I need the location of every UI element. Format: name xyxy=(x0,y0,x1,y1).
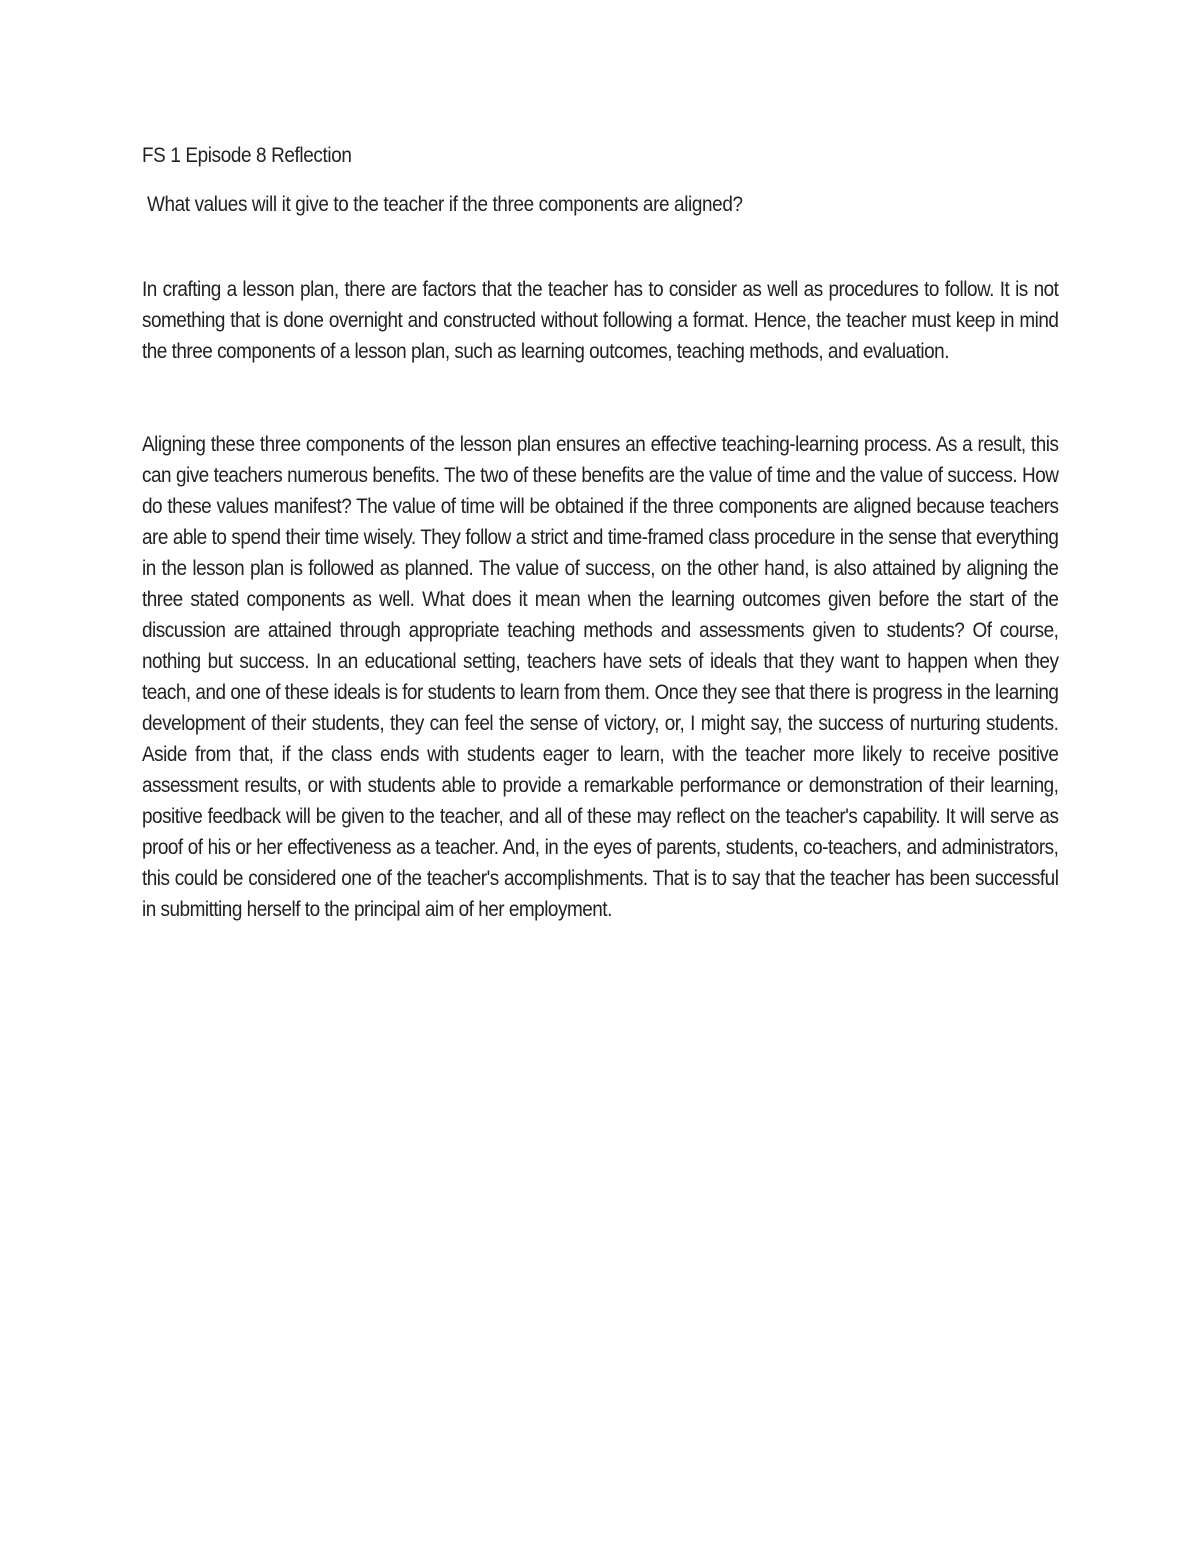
paragraph-body xyxy=(142,429,1058,925)
reflection-question: What values will it give to the teacher if the three components are aligned? xyxy=(147,193,743,216)
paragraph-intro xyxy=(142,274,1058,367)
paragraph-body-text: Aligning these three components of the lesson plan ensures an effective teaching-learning process. As a result, this can give teachers numerous benefits. The two of these benefits are the value of time and the value of success. How do these values manifest? The value of time will be obtained if the three components are aligned because teachers are able to spend their time wisely. They follow a strict and time-framed class procedure in the sense that everything in the lesson plan is followed as planned. The value of success, on the other hand, is also attained by aligning the three stated components as well. What does it mean when the learning outcomes given before the start of the discussion are attained through appropriate teaching methods and assessments given to students? Of course, nothing but success. In an educational setting, teachers have sets of ideals that they want to happen when they teach, and one of these ideals is for students to learn from them. Once they see that there is progress in the learning development of their students, they can feel the sense of victory, or, I might say, the success of nurturing students. Aside from that, if the class ends with students eager to learn, with the teacher more likely to receive positive assessment results, or with students able to provide a remarkable performance or demonstration of their learning, positive feedback will be given to the teacher, and all of these may reflect on the teacher's capability. It will serve as proof of his or her effectiveness as a teacher. And, in the eyes of parents, students, co-teachers, and administrators, this could be considered one of the teacher's accomplishments. That is to say that the teacher has been successful in submitting herself to the principal aim of her employment. xyxy=(142,433,1059,921)
document-title: FS 1 Episode 8 Reflection xyxy=(142,144,352,167)
paragraph-intro-text: In crafting a lesson plan, there are factors that the teacher has to consider as well as procedures to follow. It is not something that is done overnight and constructed without following a format. Hence, the teacher must keep in mind the three components of a lesson plan, such as learning outcomes, teaching methods, and evaluation. xyxy=(142,278,1059,363)
document-body xyxy=(142,140,1058,925)
